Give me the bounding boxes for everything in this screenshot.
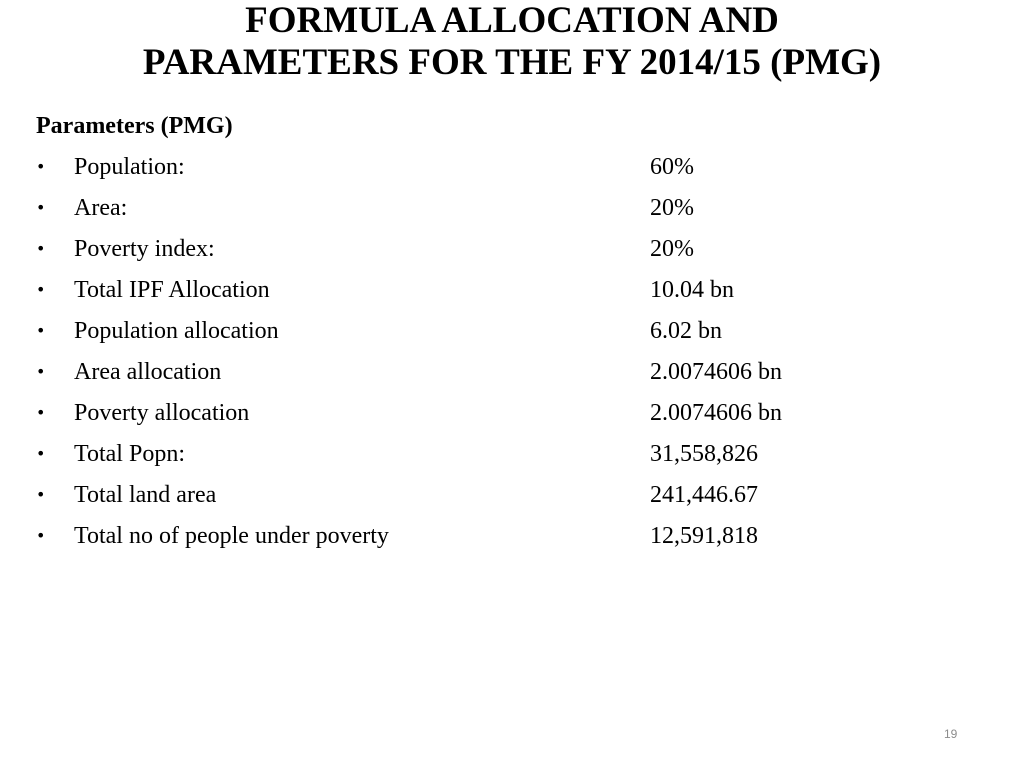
slide-title-line-2: PARAMETERS FOR THE FY 2014/15 (PMG) xyxy=(142,42,882,83)
parameter-label: Total no of people under poverty xyxy=(74,523,389,549)
parameter-label: Total land area xyxy=(74,482,217,508)
parameter-value: 12,591,818 xyxy=(650,523,758,549)
bullet-icon: • xyxy=(36,403,46,422)
parameter-label: Total IPF Allocation xyxy=(74,277,270,303)
parameter-value: 31,558,826 xyxy=(650,441,758,467)
bullet-icon: • xyxy=(36,485,46,504)
parameter-value: 2.0074606 bn xyxy=(650,359,782,385)
parameter-item-population-allocation xyxy=(36,313,976,354)
bullet-icon: • xyxy=(36,198,46,217)
parameter-value: 60% xyxy=(650,154,694,180)
slide-number: 19 xyxy=(944,727,958,741)
parameter-value: 10.04 bn xyxy=(650,277,734,303)
parameter-value: 6.02 bn xyxy=(650,318,722,344)
parameter-item-people-under-poverty xyxy=(36,518,976,559)
parameter-value: 20% xyxy=(650,195,694,221)
parameter-label: Population: xyxy=(74,154,185,180)
parameter-item-population xyxy=(36,149,976,190)
parameter-item-total-ipf-allocation xyxy=(36,272,976,313)
parameter-value: 2.0074606 bn xyxy=(650,400,782,426)
slide-title xyxy=(0,0,1024,84)
bullet-icon: • xyxy=(36,280,46,299)
parameter-label: Poverty index: xyxy=(74,236,215,262)
slide-title-line-1: FORMULA ALLOCATION AND xyxy=(245,0,779,41)
parameter-item-poverty-index xyxy=(36,231,976,272)
bullet-icon: • xyxy=(36,444,46,463)
parameter-label: Total Popn: xyxy=(74,441,185,467)
parameter-list xyxy=(36,149,976,559)
parameter-label: Population allocation xyxy=(74,318,279,344)
parameters-heading: Parameters (PMG) xyxy=(36,113,233,139)
bullet-icon: • xyxy=(36,157,46,176)
parameter-label: Area allocation xyxy=(74,359,222,385)
parameter-value: 20% xyxy=(650,236,694,262)
parameter-item-poverty-allocation xyxy=(36,395,976,436)
bullet-icon: • xyxy=(36,362,46,381)
parameter-label: Poverty allocation xyxy=(74,400,250,426)
parameter-item-area xyxy=(36,190,976,231)
parameter-value: 241,446.67 xyxy=(650,482,758,508)
parameter-item-area-allocation xyxy=(36,354,976,395)
bullet-icon: • xyxy=(36,526,46,545)
parameter-item-total-land-area xyxy=(36,477,976,518)
parameter-item-total-popn xyxy=(36,436,976,477)
bullet-icon: • xyxy=(36,321,46,340)
parameter-label: Area: xyxy=(74,195,128,221)
bullet-icon: • xyxy=(36,239,46,258)
